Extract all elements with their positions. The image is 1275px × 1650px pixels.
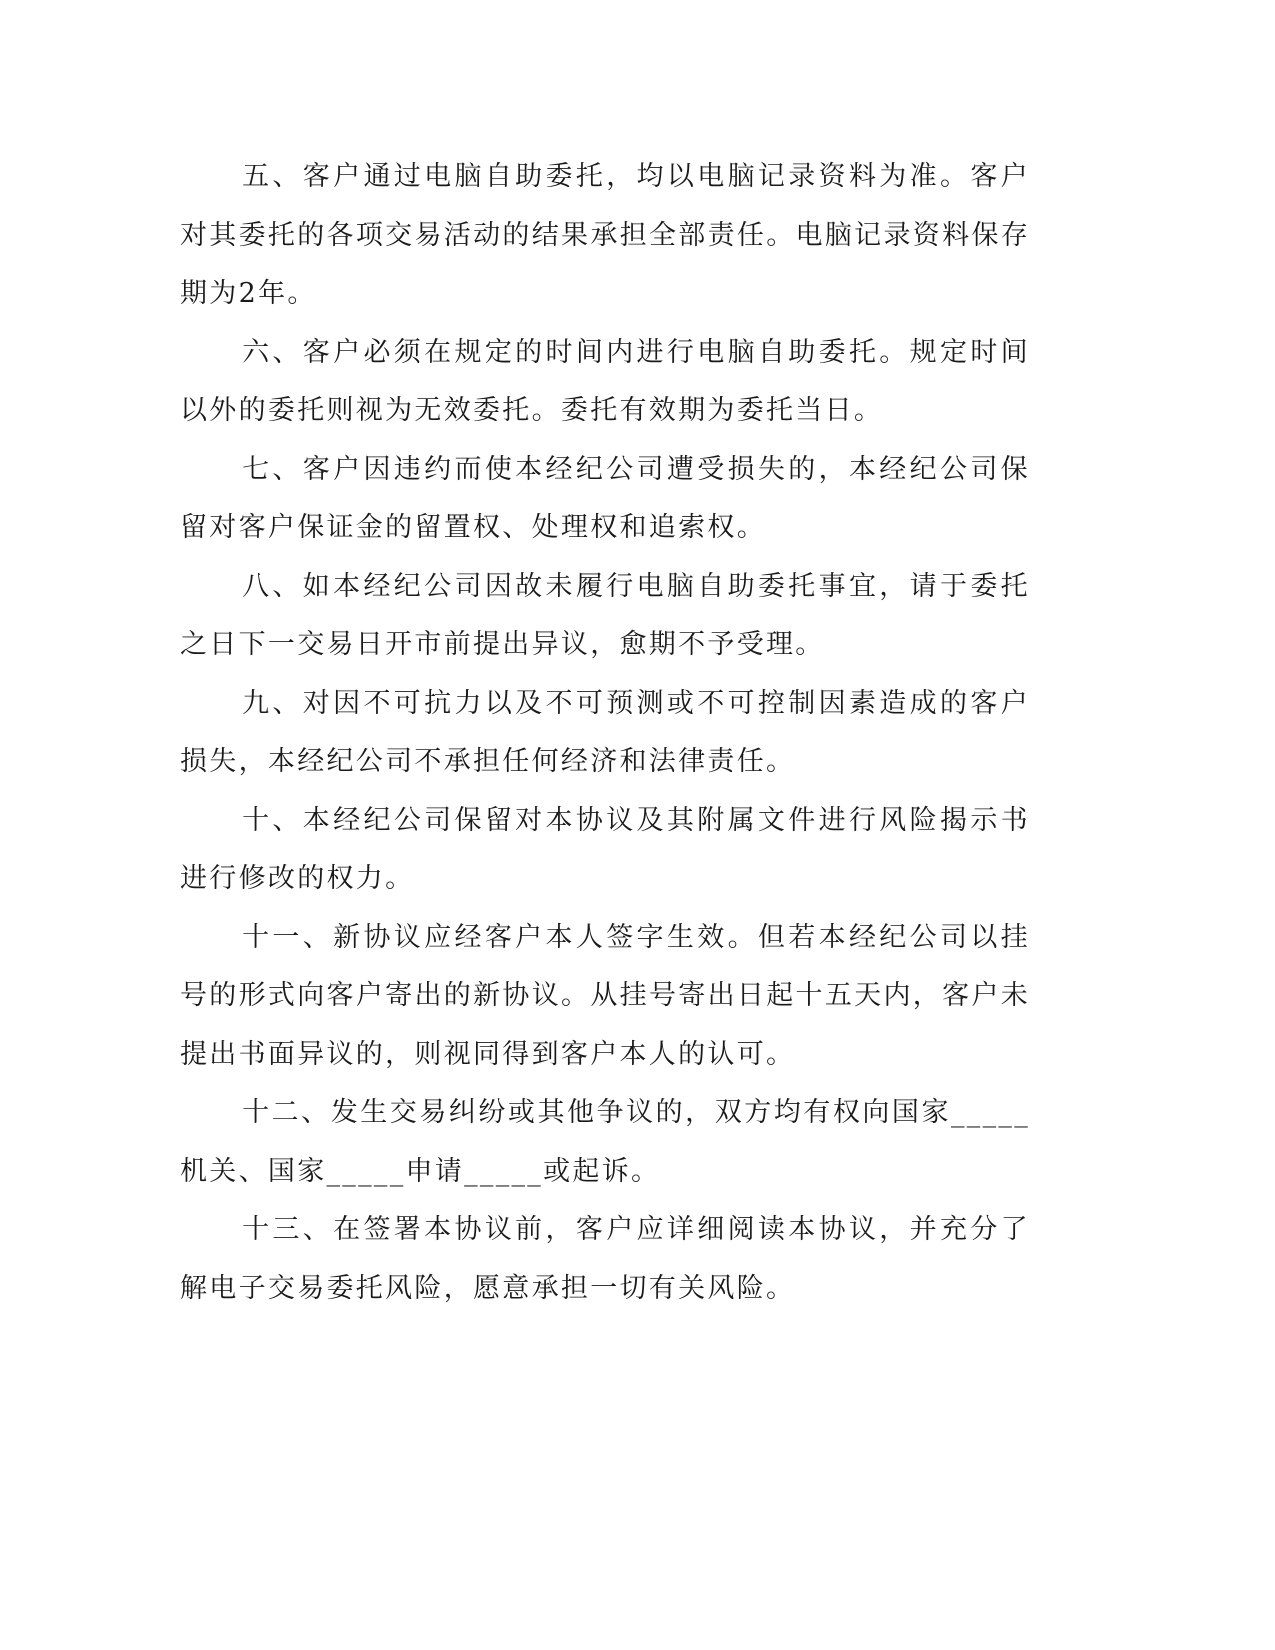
clause-9-paragraph: 九、对因不可抗力以及不可预测或不可控制因素造成的客户损失，本经纪公司不承担任何经济和法律责任。 [180, 687, 1030, 777]
clause-10-paragraph: 十、本经纪公司保留对本协议及其附属文件进行风险揭示书进行修改的权力。 [180, 804, 1030, 894]
clause-11-paragraph: 十一、新协议应经客户本人签字生效。但若本经纪公司以挂号的形式向客户寄出的新协议。从挂号寄出日起十五天内，客户未提出书面异议的，则视同得到客户本人的认可。 [180, 921, 1030, 1070]
document-body [180, 148, 1030, 1318]
clause-5-paragraph: 五、客户通过电脑自助委托，均以电脑记录资料为准。客户对其委托的各项交易活动的结果承担全部责任。电脑记录资料保存期为2年。 [180, 161, 1030, 309]
clause-12-paragraph: 十二、发生交易纠纷或其他争议的，双方均有权向国家_____机关、国家_____申请_____或起诉。 [180, 1097, 1030, 1187]
clause-6-paragraph: 六、客户必须在规定的时间内进行电脑自助委托。规定时间以外的委托则视为无效委托。委托有效期为委托当日。 [180, 336, 1030, 426]
clause-7-paragraph: 七、客户因违约而使本经纪公司遭受损失的，本经纪公司保留对客户保证金的留置权、处理权和追索权。 [180, 453, 1030, 543]
clause-13-paragraph: 十三、在签署本协议前，客户应详细阅读本协议，并充分了解电子交易委托风险，愿意承担一切有关风险。 [180, 1214, 1030, 1304]
clause-8-paragraph: 八、如本经纪公司因故未履行电脑自助委托事宜，请于委托之日下一交易日开市前提出异议，愈期不予受理。 [180, 570, 1030, 660]
